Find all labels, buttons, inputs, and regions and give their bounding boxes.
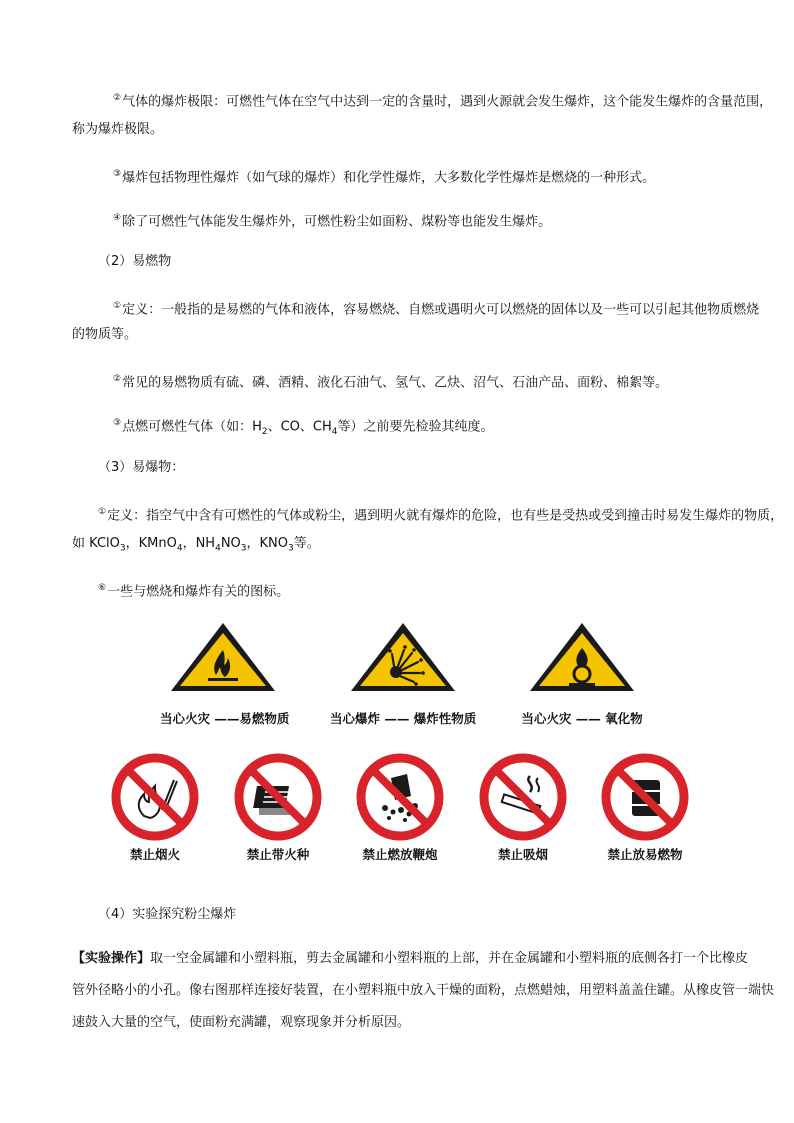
paragraph-text: 常见的易燃物质有硫、磷、酒精、液化石油气、氢气、乙炔、沼气、石油产品、面粉、棉絮等。 bbox=[122, 375, 669, 391]
prohibition-caption-no-smoking: 禁止吸烟 bbox=[497, 847, 548, 862]
subscript: 3 bbox=[288, 543, 294, 554]
paragraph-text: 取一空金属罐和小塑料瓶，剪去金属罐和小塑料瓶的上部，并在金属罐和小塑料瓶的底侧各打一个比橡皮 bbox=[150, 951, 749, 966]
section-heading-flammables: （2）易燃物 bbox=[98, 254, 172, 269]
text-segment: NO bbox=[220, 536, 241, 551]
paragraph-text: 爆炸包括物理性爆炸（如气球的爆炸）和化学性爆炸，大多数化学性爆炸是燃烧的一种形式。 bbox=[122, 170, 656, 186]
warning-caption-explosive: 当心爆炸 —— 爆炸性物质 bbox=[330, 711, 477, 726]
prohibition-caption-no-flammables: 禁止放易燃物 bbox=[607, 847, 683, 862]
paragraph-icons-intro bbox=[98, 578, 289, 602]
paragraph-dust-explosion bbox=[113, 208, 551, 232]
circled-number-4: ④ bbox=[113, 213, 122, 223]
no-fire-icon bbox=[110, 752, 200, 842]
circled-number-3: ③ bbox=[113, 169, 122, 179]
text-segment: 等。 bbox=[293, 536, 320, 551]
experiment-label: 【实验操作】 bbox=[72, 951, 151, 966]
no-flammables-icon bbox=[600, 752, 690, 842]
subscript: 4 bbox=[176, 543, 183, 554]
subscript: 2 bbox=[261, 426, 268, 437]
text-segment: 如 KClO bbox=[72, 536, 120, 551]
section-heading-explosives: （3）易爆物： bbox=[98, 460, 185, 475]
section-heading-dust-experiment: （4）实验探究粉尘爆炸 bbox=[98, 907, 237, 922]
paragraph-explosive-definition bbox=[98, 502, 783, 526]
text-segment: ，NH bbox=[182, 536, 216, 551]
paragraph-explosion-limit bbox=[113, 88, 772, 112]
paragraph-explosion-limit-cont: 称为爆炸极限。 bbox=[72, 122, 164, 137]
paragraph-experiment-line3: 速鼓入大量的空气，使面粉充满罐，观察现象并分析原因。 bbox=[72, 1015, 411, 1030]
no-firecrackers-icon bbox=[355, 752, 445, 842]
warning-caption-oxidizer: 当心火灾 —— 氧化物 bbox=[521, 711, 643, 726]
text-segment: 点燃可燃性气体（如：H bbox=[122, 419, 262, 435]
circled-number-2: ② bbox=[113, 93, 122, 103]
oxidizer-icon bbox=[527, 620, 637, 694]
text-segment: ，KNO bbox=[246, 536, 288, 551]
paragraph-common-flammables bbox=[113, 369, 668, 393]
circled-number-2: ② bbox=[113, 374, 122, 384]
no-smoking-icon bbox=[478, 752, 568, 842]
subscript: 4 bbox=[215, 543, 221, 554]
paragraph-flammable-definition-cont: 的物质等。 bbox=[72, 327, 138, 342]
warning-caption-flammable: 当心火灾 ——易燃物质 bbox=[160, 711, 290, 726]
paragraph-explosion-types bbox=[113, 164, 655, 188]
subscript: 4 bbox=[331, 426, 338, 437]
text-segment: 等）之前要先检验其纯度。 bbox=[337, 419, 494, 435]
paragraph-experiment-line2: 管外径略小的小孔。像右图那样连接好装置，在小塑料瓶中放入干燥的面粉，点燃蜡烛，用塑料盖盖住罐。从橡皮管一端快 bbox=[72, 983, 775, 998]
explosive-icon bbox=[348, 620, 458, 694]
flammable-icon bbox=[168, 620, 278, 694]
subscript: 3 bbox=[119, 543, 126, 554]
circled-number-1: ① bbox=[113, 301, 122, 311]
paragraph-text: 一些与燃烧和爆炸有关的图标。 bbox=[107, 584, 290, 600]
subscript: 3 bbox=[240, 543, 247, 554]
paragraph-explosive-examples bbox=[72, 534, 320, 559]
paragraph-text: 除了可燃性气体能发生爆炸外，可燃性粉尘如面粉、煤粉等也能发生爆炸。 bbox=[122, 214, 552, 230]
circled-number-3: ③ bbox=[113, 418, 122, 428]
paragraph-text: 气体的爆炸极限：可燃性气体在空气中达到一定的含量时，遇到火源就会发生爆炸，这个能发生爆炸的含量范围， bbox=[122, 94, 773, 110]
paragraph-text: 定义：指空气中含有可燃性的气体或粉尘，遇到明火就有爆炸的危险，也有些是受热或受到撞击时易发生爆炸的物质， bbox=[107, 508, 784, 524]
text-segment: 、CO、CH bbox=[267, 419, 332, 435]
paragraph-text: 定义：一般指的是易燃的气体和液体，容易燃烧、自燃或遇明火可以燃烧的固体以及一些可以引起其他物质燃烧 bbox=[122, 302, 760, 318]
circled-number-1: ① bbox=[98, 507, 107, 517]
paragraph-experiment-line1 bbox=[72, 949, 748, 969]
prohibition-caption-no-matches: 禁止带火种 bbox=[246, 847, 310, 862]
paragraph-purity-check bbox=[113, 413, 494, 442]
circled-number-6: ⑥ bbox=[98, 583, 107, 593]
prohibition-caption-no-fire: 禁止烟火 bbox=[129, 847, 180, 862]
prohibition-caption-no-firecrackers: 禁止燃放鞭炮 bbox=[362, 847, 438, 862]
text-segment: ，KMnO bbox=[125, 536, 177, 551]
no-matches-icon bbox=[233, 752, 323, 842]
paragraph-flammable-definition bbox=[113, 296, 759, 320]
